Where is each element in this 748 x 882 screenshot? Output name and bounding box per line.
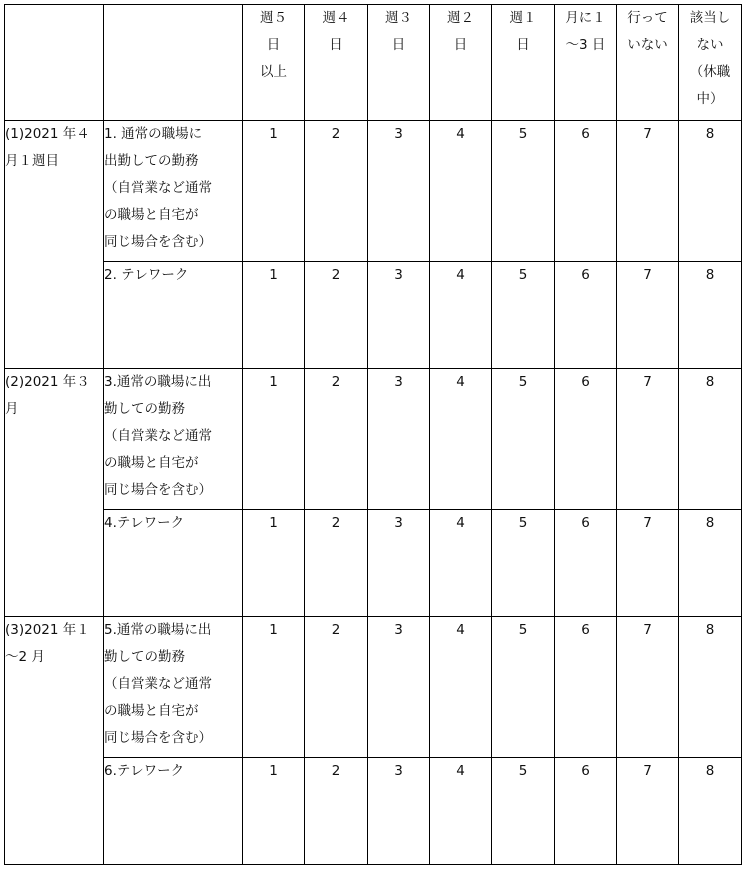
- answer-option-cell[interactable]: 5: [492, 617, 555, 758]
- answer-option-cell[interactable]: 1: [243, 121, 305, 262]
- answer-option-cell[interactable]: 5: [492, 262, 555, 369]
- answer-option-cell[interactable]: 6: [555, 262, 617, 369]
- item-label: 2. テレワーク: [104, 262, 243, 369]
- answer-option-cell[interactable]: 7: [617, 617, 679, 758]
- answer-option-cell[interactable]: 6: [555, 121, 617, 262]
- answer-option-cell[interactable]: 1: [243, 369, 305, 510]
- header-blank-cell: [104, 5, 243, 121]
- answer-option-cell[interactable]: 5: [492, 758, 555, 865]
- answer-option-cell[interactable]: 6: [555, 369, 617, 510]
- table-row: [5, 510, 742, 617]
- answer-option-cell[interactable]: 4: [430, 758, 492, 865]
- period-label: (2)2021 年３ 月: [5, 369, 104, 617]
- column-header: 週１ 日: [492, 5, 555, 121]
- answer-option-cell[interactable]: 8: [679, 121, 742, 262]
- answer-option-cell[interactable]: 8: [679, 262, 742, 369]
- item-label: 3.通常の職場に出 勤しての勤務 （自営業など通常 の職場と自宅が 同じ場合を含む）: [104, 369, 243, 510]
- answer-option-cell[interactable]: 7: [617, 758, 679, 865]
- answer-option-cell[interactable]: 7: [617, 262, 679, 369]
- answer-option-cell[interactable]: 7: [617, 369, 679, 510]
- answer-option-cell[interactable]: 3: [368, 121, 430, 262]
- table-row: [5, 369, 742, 510]
- answer-option-cell[interactable]: 2: [305, 369, 368, 510]
- answer-option-cell[interactable]: 3: [368, 369, 430, 510]
- column-header: 月に１ ～3 日: [555, 5, 617, 121]
- answer-option-cell[interactable]: 4: [430, 262, 492, 369]
- column-header: 該当し ない （休職 中）: [679, 5, 742, 121]
- answer-option-cell[interactable]: 8: [679, 369, 742, 510]
- column-header: 行って いない: [617, 5, 679, 121]
- answer-option-cell[interactable]: 8: [679, 510, 742, 617]
- answer-option-cell[interactable]: 4: [430, 510, 492, 617]
- item-label: 6.テレワーク: [104, 758, 243, 865]
- answer-option-cell[interactable]: 7: [617, 510, 679, 617]
- table-row: [5, 121, 742, 262]
- answer-option-cell[interactable]: 8: [679, 617, 742, 758]
- answer-option-cell[interactable]: 3: [368, 262, 430, 369]
- answer-option-cell[interactable]: 4: [430, 121, 492, 262]
- period-label: (1)2021 年４ 月１週目: [5, 121, 104, 369]
- header-blank-cell: [5, 5, 104, 121]
- column-header: 週２ 日: [430, 5, 492, 121]
- answer-option-cell[interactable]: 3: [368, 510, 430, 617]
- table-row: [5, 617, 742, 758]
- answer-option-cell[interactable]: 2: [305, 262, 368, 369]
- column-header: 週４ 日: [305, 5, 368, 121]
- table-row: [5, 758, 742, 865]
- period-label: (3)2021 年１ ～2 月: [5, 617, 104, 865]
- answer-option-cell[interactable]: 5: [492, 369, 555, 510]
- header-row: [5, 5, 742, 121]
- answer-option-cell[interactable]: 1: [243, 510, 305, 617]
- answer-option-cell[interactable]: 2: [305, 510, 368, 617]
- answer-option-cell[interactable]: 6: [555, 758, 617, 865]
- answer-option-cell[interactable]: 2: [305, 121, 368, 262]
- answer-option-cell[interactable]: 1: [243, 758, 305, 865]
- answer-option-cell[interactable]: 3: [368, 617, 430, 758]
- answer-option-cell[interactable]: 1: [243, 262, 305, 369]
- answer-option-cell[interactable]: 6: [555, 510, 617, 617]
- survey-table-body: [5, 5, 742, 865]
- answer-option-cell[interactable]: 3: [368, 758, 430, 865]
- table-row: [5, 262, 742, 369]
- answer-option-cell[interactable]: 7: [617, 121, 679, 262]
- answer-option-cell[interactable]: 1: [243, 617, 305, 758]
- answer-option-cell[interactable]: 4: [430, 369, 492, 510]
- answer-option-cell[interactable]: 2: [305, 617, 368, 758]
- answer-option-cell[interactable]: 2: [305, 758, 368, 865]
- item-label: 4.テレワーク: [104, 510, 243, 617]
- answer-option-cell[interactable]: 5: [492, 510, 555, 617]
- item-label: 1. 通常の職場に 出勤しての勤務 （自営業など通常 の職場と自宅が 同じ場合を含む）: [104, 121, 243, 262]
- column-header: 週３ 日: [368, 5, 430, 121]
- answer-option-cell[interactable]: 4: [430, 617, 492, 758]
- answer-option-cell[interactable]: 5: [492, 121, 555, 262]
- survey-table: [4, 4, 742, 865]
- item-label: 5.通常の職場に出 勤しての勤務 （自営業など通常 の職場と自宅が 同じ場合を含む）: [104, 617, 243, 758]
- column-header: 週５ 日 以上: [243, 5, 305, 121]
- answer-option-cell[interactable]: 6: [555, 617, 617, 758]
- answer-option-cell[interactable]: 8: [679, 758, 742, 865]
